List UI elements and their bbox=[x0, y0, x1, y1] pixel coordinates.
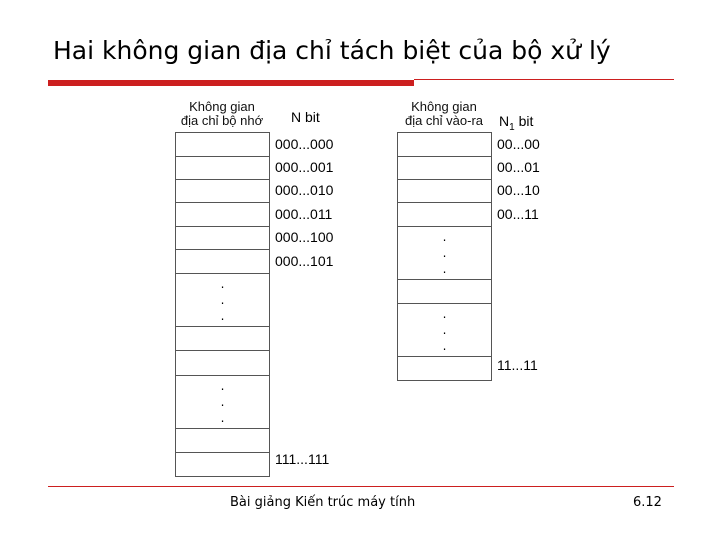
io-address-label: 00...10 bbox=[497, 182, 540, 198]
memory-space-header-line2: địa chỉ bộ nhớ bbox=[180, 113, 264, 128]
memory-cell bbox=[176, 429, 269, 453]
io-space-header bbox=[392, 100, 496, 128]
vertical-ellipsis: . . . bbox=[220, 277, 225, 323]
io-space-header-line1: Không gian bbox=[411, 99, 477, 114]
vertical-ellipsis: . . . bbox=[220, 379, 225, 425]
io-address-label: 11...11 bbox=[497, 357, 538, 373]
footer-course-title: Bài giảng Kiến trúc máy tính bbox=[230, 495, 416, 510]
memory-cell bbox=[176, 250, 269, 274]
memory-cell bbox=[176, 180, 269, 203]
io-bits-subscript: 1 bbox=[509, 121, 515, 133]
title-underline-thick bbox=[48, 80, 414, 86]
vertical-ellipsis: . . . bbox=[442, 230, 447, 276]
io-bits-label bbox=[499, 113, 533, 133]
io-address-label: 00...01 bbox=[497, 159, 540, 175]
io-ellipsis-cell bbox=[398, 227, 491, 280]
io-cell bbox=[398, 180, 491, 203]
memory-address-label: 000...010 bbox=[275, 182, 334, 198]
memory-space-header-line1: Không gian bbox=[189, 99, 255, 114]
title-underline-thin bbox=[414, 79, 674, 80]
vertical-ellipsis: . . . bbox=[442, 307, 447, 353]
io-address-column bbox=[397, 132, 492, 381]
memory-cell bbox=[176, 227, 269, 250]
slide-title: Hai không gian địa chỉ tách biệt của bộ xử lý bbox=[53, 36, 611, 65]
memory-cell bbox=[176, 453, 269, 477]
memory-address-column bbox=[175, 132, 270, 477]
memory-cell bbox=[176, 157, 269, 180]
memory-address-label: 000...100 bbox=[275, 229, 334, 245]
memory-address-label: 000...101 bbox=[275, 253, 334, 269]
memory-cell bbox=[176, 203, 269, 227]
io-space-header-line2: địa chỉ vào-ra bbox=[404, 113, 484, 128]
io-cell bbox=[398, 133, 491, 157]
memory-address-label: 000...001 bbox=[275, 159, 334, 175]
io-cell bbox=[398, 280, 491, 304]
memory-space-header bbox=[172, 100, 272, 128]
memory-cell bbox=[176, 351, 269, 376]
memory-ellipsis-cell bbox=[176, 274, 269, 327]
io-bits-suffix: bit bbox=[514, 113, 534, 129]
memory-cell bbox=[176, 327, 269, 351]
io-ellipsis-cell bbox=[398, 304, 491, 357]
memory-bits-label: N bit bbox=[291, 109, 320, 125]
memory-ellipsis-cell bbox=[176, 376, 269, 429]
io-cell bbox=[398, 357, 491, 381]
io-cell bbox=[398, 203, 491, 227]
footer-divider bbox=[48, 486, 674, 487]
io-cell bbox=[398, 157, 491, 180]
io-address-label: 00...00 bbox=[497, 136, 540, 152]
io-address-label: 00...11 bbox=[497, 206, 539, 222]
io-bits-n: N bbox=[499, 113, 510, 129]
memory-address-label: 000...000 bbox=[275, 136, 334, 152]
memory-address-label: 000...011 bbox=[275, 206, 333, 222]
footer-page-number: 6.12 bbox=[633, 495, 662, 510]
memory-address-label: 111...111 bbox=[275, 451, 330, 467]
memory-cell bbox=[176, 133, 269, 157]
